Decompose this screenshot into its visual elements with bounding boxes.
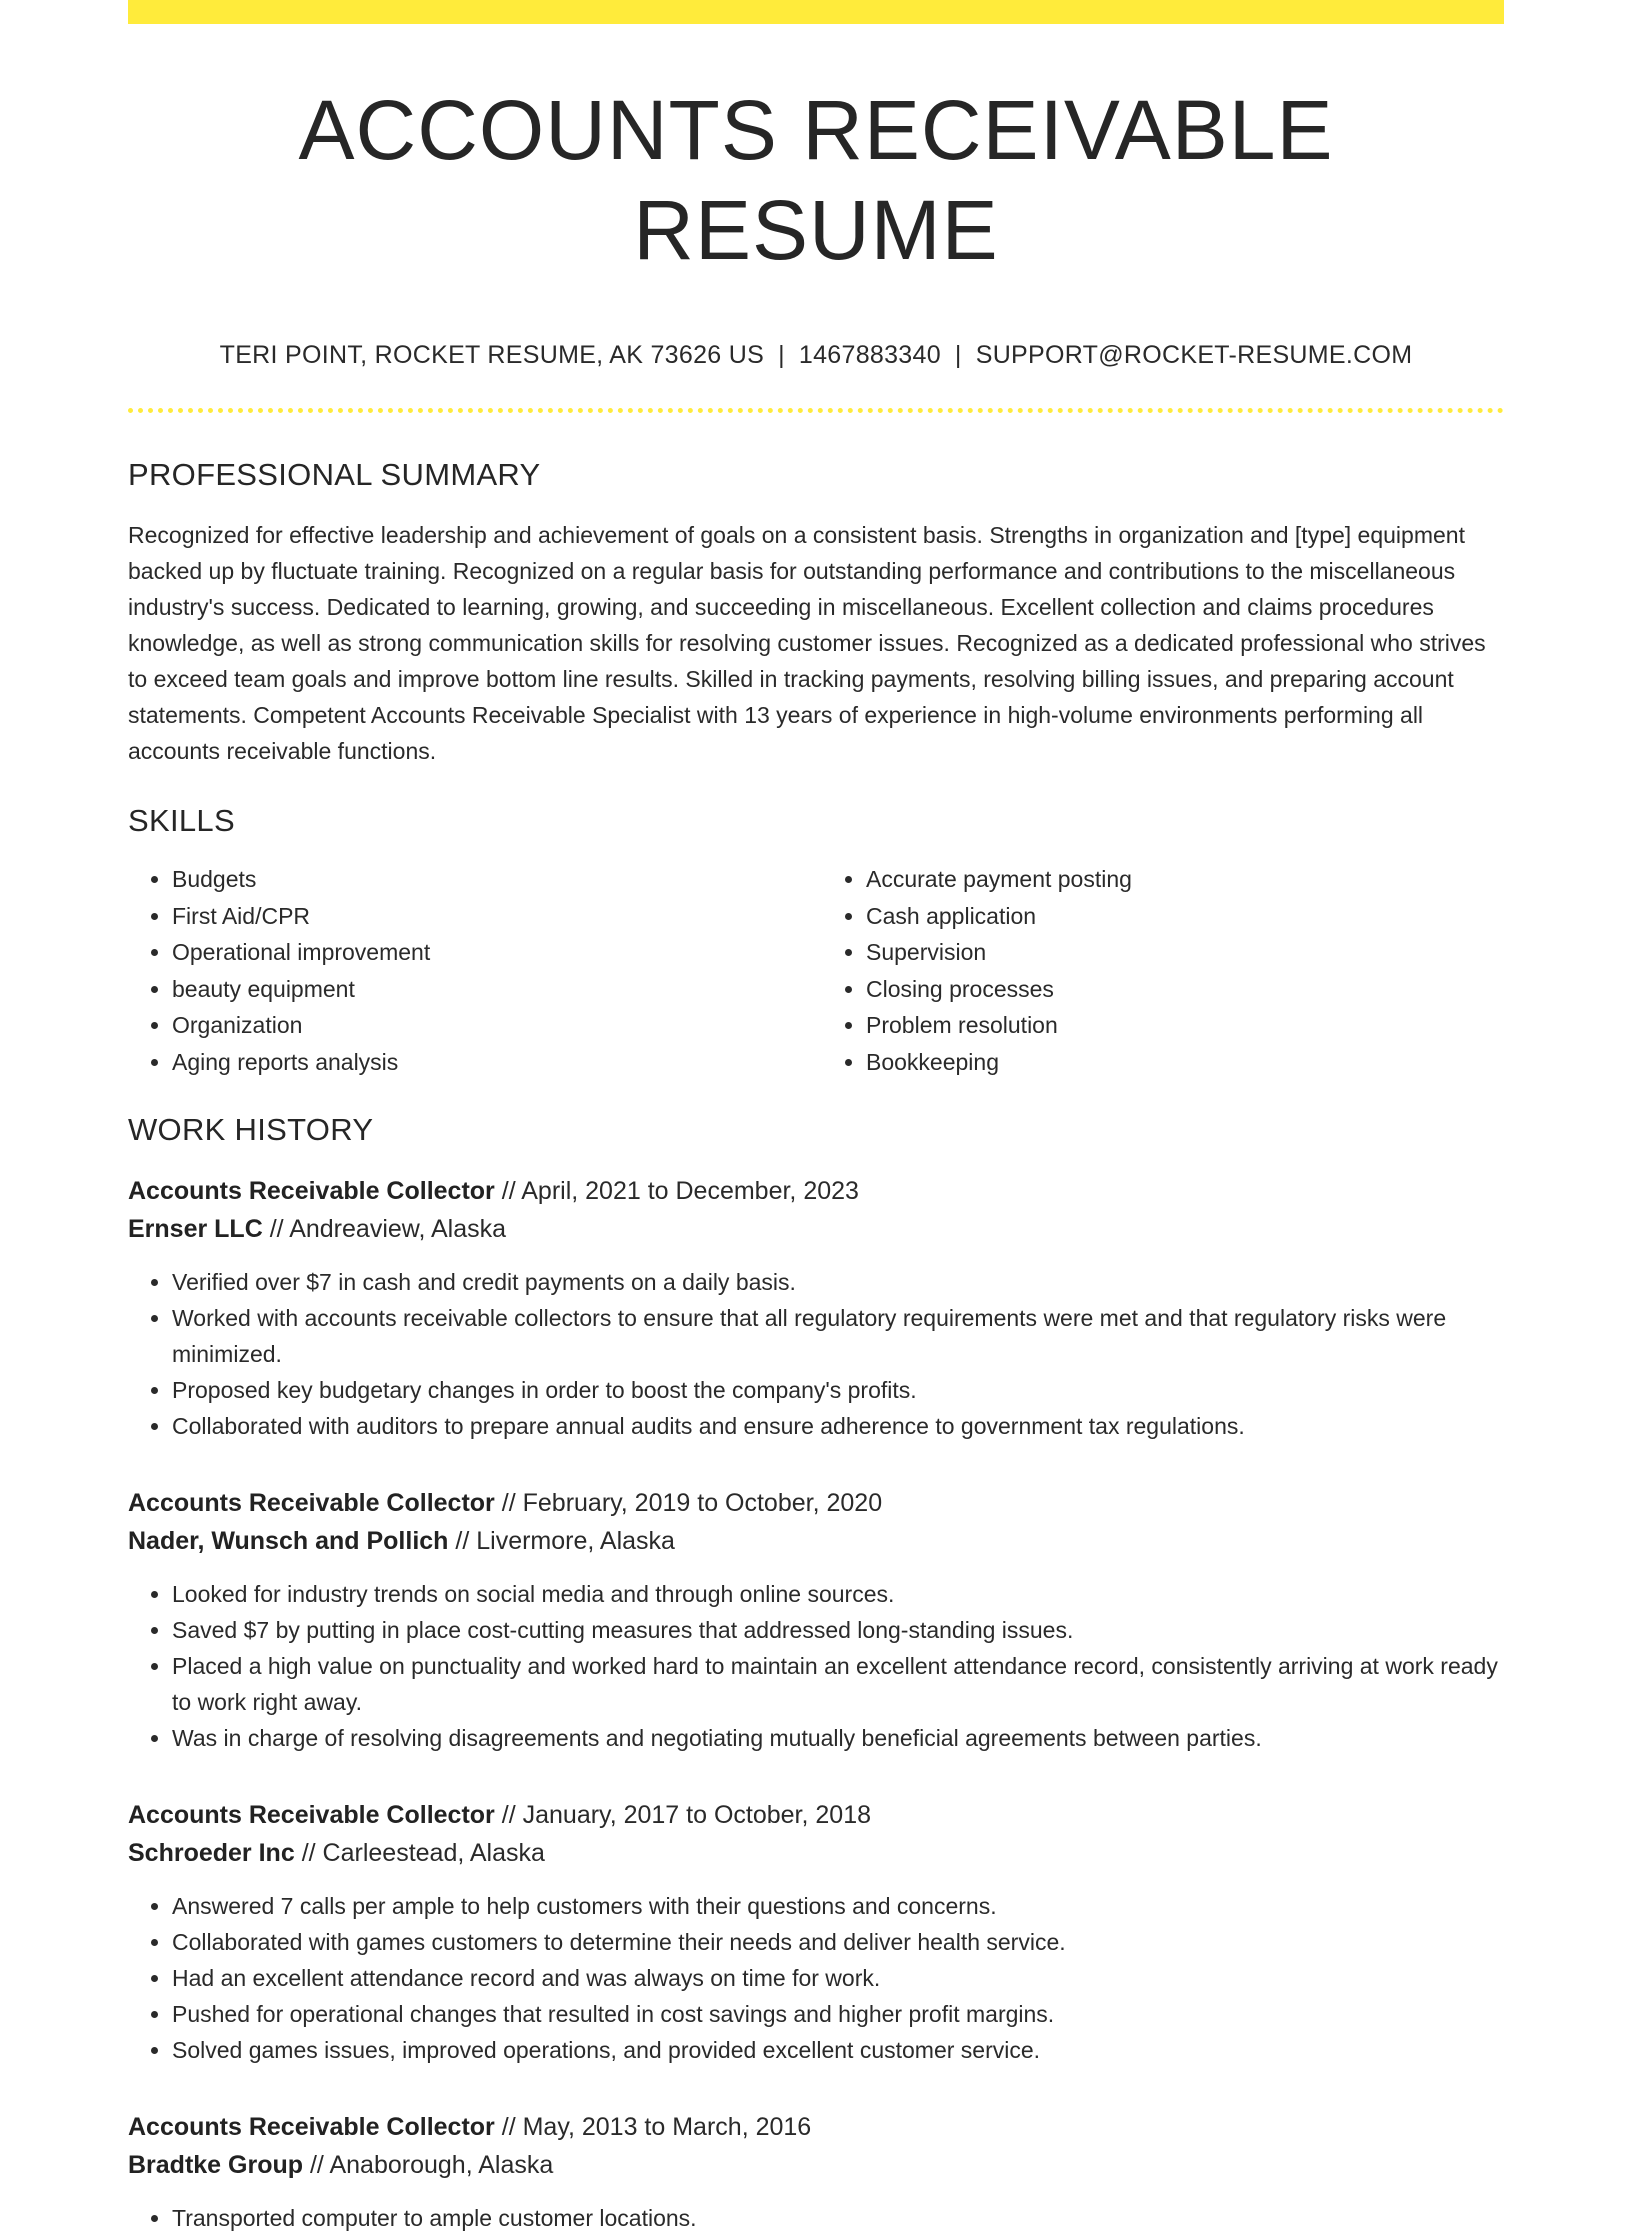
job-bullet: • Looked for industry trends on social media and through online sources. xyxy=(172,1576,1504,1612)
job-dates: January, 2017 to October, 2018 xyxy=(522,1801,871,1829)
skill-item: • Cash application xyxy=(866,898,1504,935)
accent-bar xyxy=(128,0,1504,24)
job-bullet: • Saved $7 by putting in place cost-cutting measures that addressed long-standing issues. xyxy=(172,1612,1504,1648)
job-bullet: • Proposed key budgetary changes in order to boost the company's profits. xyxy=(172,1372,1504,1408)
job-title: Accounts Receivable Collector xyxy=(128,1489,495,1517)
job-divider: // xyxy=(501,1489,516,1517)
job-title: Accounts Receivable Collector xyxy=(128,2113,495,2141)
job-location: Anaborough, Alaska xyxy=(329,2151,554,2179)
job-company: Nader, Wunsch and Pollich xyxy=(128,1527,449,1555)
summary-text: Recognized for effective leadership and achievement of goals on a consistent basis. Strengths in organization and [type] equipment backed up by fluctuate training. Recognized on a regular basis for outstanding performance and contributions to the miscellaneous industry's success. Dedicated to learning, growing, and succeeding in miscellaneous. Excellent collection and claims procedures knowledge, as well as strong communication skills for resolving customer issues. Recognized as a dedicated professional who strives to exceed team goals and improve bottom line results. Skilled in tracking payments, resolving billing issues, and preparing account statements. Competent Accounts Receivable Specialist with 13 years of experience in high-volume environments performing all accounts receivable functions. xyxy=(128,522,1486,764)
skill-item: • First Aid/CPR xyxy=(172,898,816,935)
job-title-line xyxy=(128,1172,1504,1210)
skill-item: • Organization xyxy=(172,1007,816,1044)
job-bullet: • Worked with accounts receivable collectors to ensure that all regulatory requirements were met and that regulatory risks were minimized. xyxy=(172,1300,1504,1372)
job-dates: April, 2021 to December, 2023 xyxy=(521,1177,859,1205)
job-bullet: • Verified over $7 in cash and credit payments on a daily basis. xyxy=(172,1264,1504,1300)
skills-heading: SKILLS xyxy=(128,803,235,838)
job-bullets xyxy=(128,2200,1504,2236)
skills-list xyxy=(128,861,1504,1080)
job-divider: // xyxy=(455,1527,470,1555)
job-divider: // xyxy=(269,1215,284,1243)
job-dates: May, 2013 to March, 2016 xyxy=(522,2113,812,2141)
job-title: Accounts Receivable Collector xyxy=(128,1801,495,1829)
skills-column-right xyxy=(816,861,1504,1080)
job-title-line xyxy=(128,1796,1504,1834)
job-bullet: • Had an excellent attendance record and was always on time for work. xyxy=(172,1960,1504,1996)
job-bullet: • Collaborated with games customers to determine their needs and deliver health service. xyxy=(172,1924,1504,1960)
job-location: Carleestead, Alaska xyxy=(322,1839,545,1867)
contact-separator: | xyxy=(778,341,785,369)
skill-item: • beauty equipment xyxy=(172,971,816,1008)
job-divider: // xyxy=(309,2151,324,2179)
skill-item: • Closing processes xyxy=(866,971,1504,1008)
job-entry xyxy=(128,1484,1504,1756)
job-company: Schroeder Inc xyxy=(128,1839,295,1867)
job-location: Andreaview, Alaska xyxy=(289,1215,506,1243)
skill-item: • Problem resolution xyxy=(866,1007,1504,1044)
job-entry xyxy=(128,1796,1504,2068)
job-company-line xyxy=(128,1522,1504,1560)
job-divider: // xyxy=(301,1839,316,1867)
job-bullet: • Was in charge of resolving disagreements and negotiating mutually beneficial agreements between parties. xyxy=(172,1720,1504,1756)
resume-title: ACCOUNTS RECEIVABLE RESUME xyxy=(298,83,1334,277)
dotted-divider xyxy=(128,408,1504,413)
skill-item: • Operational improvement xyxy=(172,934,816,971)
skill-item: • Budgets xyxy=(172,861,816,898)
job-divider: // xyxy=(501,1801,516,1829)
contact-address: TERI POINT, ROCKET RESUME, AK 73626 US xyxy=(219,341,765,369)
job-divider: // xyxy=(501,2113,516,2141)
contact-phone: 1467883340 xyxy=(798,341,941,369)
contact-separator: | xyxy=(954,341,962,369)
job-divider: // xyxy=(501,1177,516,1205)
job-company-line xyxy=(128,2146,1504,2184)
job-company: Ernser LLC xyxy=(128,1215,263,1243)
summary-heading: PROFESSIONAL SUMMARY xyxy=(128,457,541,492)
skill-item: • Supervision xyxy=(866,934,1504,971)
job-bullets xyxy=(128,1888,1504,2068)
contact-email: SUPPORT@ROCKET-RESUME.COM xyxy=(975,341,1413,369)
contact-line xyxy=(128,338,1504,372)
work-history-heading: WORK HISTORY xyxy=(128,1112,374,1147)
job-bullets xyxy=(128,1264,1504,1444)
job-bullet: • Placed a high value on punctuality and worked hard to maintain an excellent attendance record, consistently arriving at work ready to work right away. xyxy=(172,1648,1504,1720)
resume-page xyxy=(128,0,1504,2236)
job-bullet: • Answered 7 calls per ample to help customers with their questions and concerns. xyxy=(172,1888,1504,1924)
job-company-line xyxy=(128,1210,1504,1248)
job-dates: February, 2019 to October, 2020 xyxy=(522,1489,883,1517)
job-title-line xyxy=(128,1484,1504,1522)
skill-item: • Accurate payment posting xyxy=(866,861,1504,898)
job-bullets xyxy=(128,1576,1504,1756)
job-location: Livermore, Alaska xyxy=(476,1527,675,1555)
job-bullet: • Collaborated with auditors to prepare annual audits and ensure adherence to government tax regulations. xyxy=(172,1408,1504,1444)
skill-item: • Aging reports analysis xyxy=(172,1044,816,1081)
job-company-line xyxy=(128,1834,1504,1872)
skills-column-left xyxy=(128,861,816,1080)
job-bullet: • Solved games issues, improved operations, and provided excellent customer service. xyxy=(172,2032,1504,2068)
job-entry xyxy=(128,1172,1504,1444)
job-title: Accounts Receivable Collector xyxy=(128,1177,495,1205)
job-bullet: • Pushed for operational changes that resulted in cost savings and higher profit margins. xyxy=(172,1996,1504,2032)
job-title-line xyxy=(128,2108,1504,2146)
job-entry xyxy=(128,2108,1504,2236)
skill-item: • Bookkeeping xyxy=(866,1044,1504,1081)
job-company: Bradtke Group xyxy=(128,2151,304,2179)
job-bullet: • Transported computer to ample customer locations. xyxy=(172,2200,1504,2236)
